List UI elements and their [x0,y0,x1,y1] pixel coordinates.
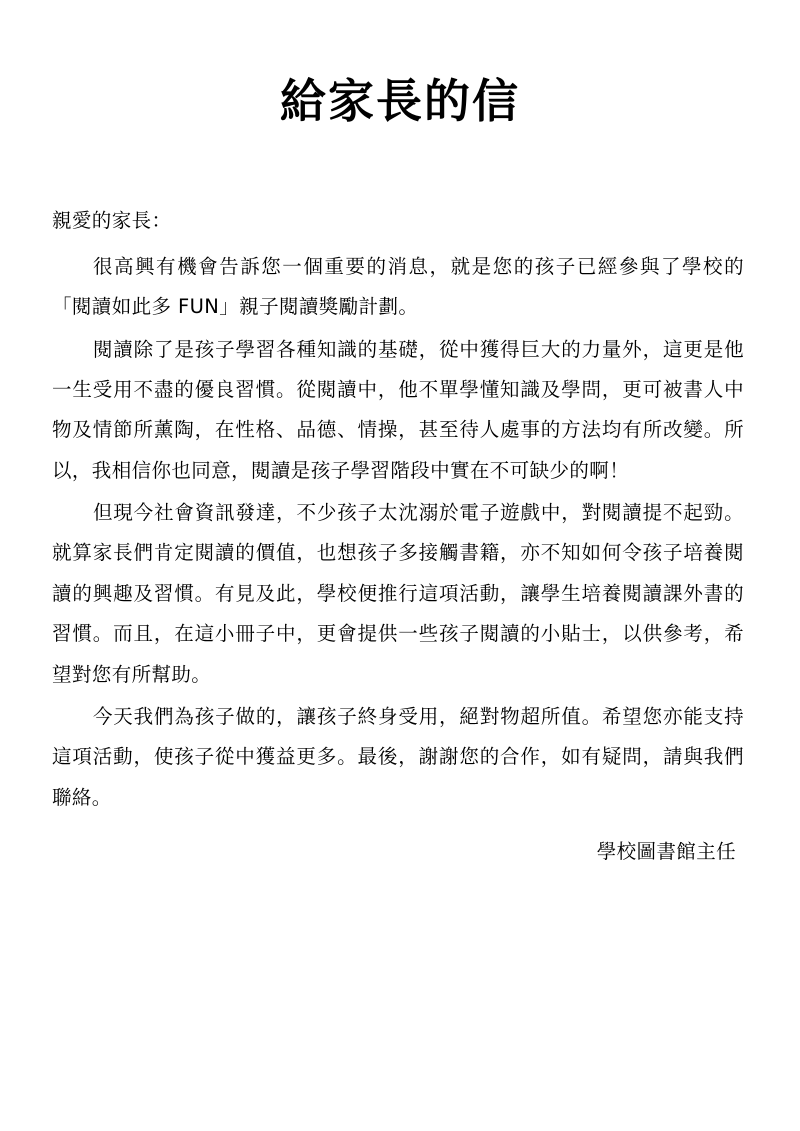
letter-body [0,201,800,873]
salutation-line: 親愛的家長： [52,208,172,232]
body-paragraph-3: 但現今社會資訊發達，不少孩子太沈溺於電子遊戲中，對閱讀提不起勁。就算家長們肯定閱讀的價值，也想孩子多接觸書籍，亦不知如何令孩子培養閱讀的興趣及習慣。有見及此，學校便推行這項活動，讓學生培養閱讀課外書的習慣。而且，在這小冊子中，更會提供一些孩子閱讀的小貼士，以供參考，希望對您有所幫助。 [52,501,744,686]
signature-line: 學校圖書館主任 [596,839,736,863]
body-paragraph-4: 今天我們為孩子做的，讓孩子終身受用，絕對物超所值。希望您亦能支持這項活動，使孩子從中獲益更多。最後，謝謝您的合作，如有疑問，請與我們聯絡。 [52,704,744,809]
body-paragraph-1: 很高興有機會告訴您一個重要的消息，就是您的孩子已經參與了學校的「閱讀如此多 FUN」親子閱讀獎勵計劃。 [52,254,744,319]
page-title: 給家長的信 [280,74,520,128]
body-paragraph-2: 閱讀除了是孩子學習各種知識的基礎，從中獲得巨大的力量外，這更是他一生受用不盡的優良習慣。從閱讀中，他不單學懂知識及學問，更可被書人中物及情節所薰陶，在性格、品德、情操，甚至待人處事的方法均有所改變。所以，我相信你也同意，閱讀是孩子學習階段中實在不可缺少的啊！ [52,337,744,482]
